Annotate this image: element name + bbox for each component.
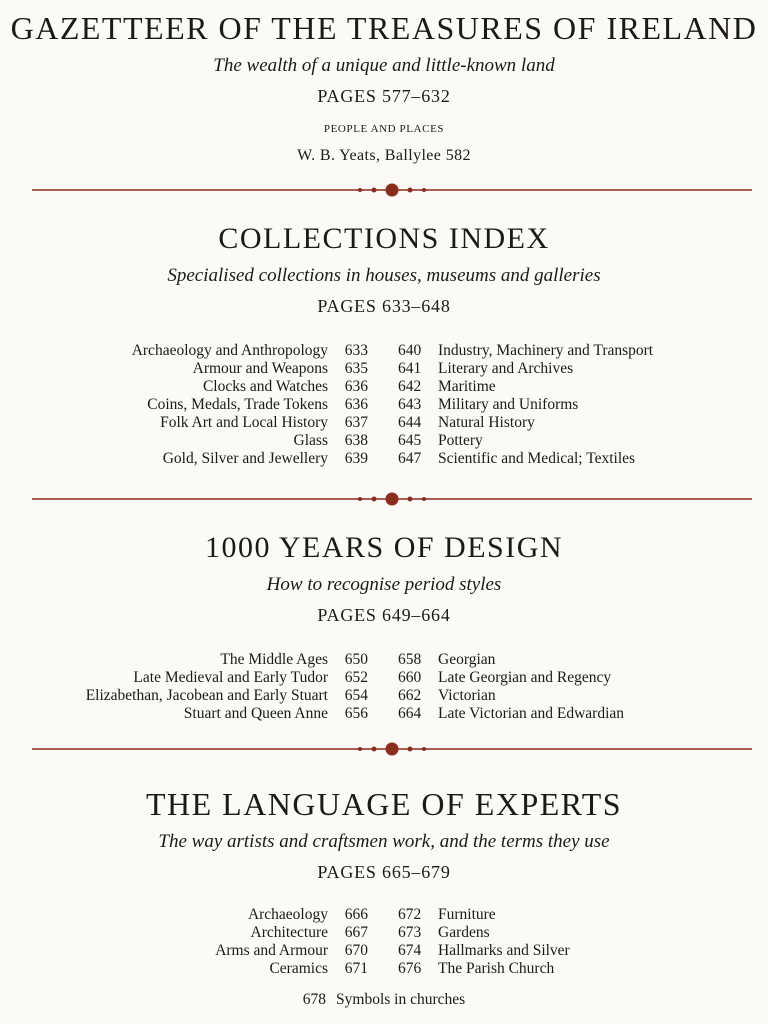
entry-label: Archaeology bbox=[247, 906, 328, 923]
entry-page-number: 635 bbox=[344, 360, 368, 377]
entry-page-number: 660 bbox=[398, 669, 422, 686]
symbols-entry bbox=[0, 991, 768, 1009]
entry-label: Hallmarks and Silver bbox=[438, 942, 570, 959]
collections-pages: PAGES 633–648 bbox=[317, 296, 451, 316]
entry-label: Late Georgian and Regency bbox=[438, 669, 612, 686]
symbols-label: Symbols in churches bbox=[336, 991, 466, 1008]
index-entry bbox=[398, 651, 624, 669]
entry-page-number: 638 bbox=[344, 432, 368, 449]
collections-subtitle: Specialised collections in houses, museums and galleries bbox=[167, 265, 601, 286]
index-entry bbox=[132, 414, 368, 432]
index-entry bbox=[398, 396, 653, 414]
entry-label: Natural History bbox=[438, 414, 535, 431]
entry-label: Armour and Weapons bbox=[192, 360, 328, 377]
entry-page-number: 673 bbox=[398, 924, 422, 941]
index-entry bbox=[215, 960, 368, 978]
entry-page-number: 633 bbox=[344, 342, 368, 359]
entry-page-number: 636 bbox=[344, 396, 368, 413]
index-entry bbox=[398, 960, 570, 978]
index-entry bbox=[215, 906, 368, 924]
entry-label: Maritime bbox=[438, 378, 496, 395]
people-places-heading: PEOPLE AND PLACES bbox=[323, 123, 445, 135]
entry-page-number: 644 bbox=[398, 414, 422, 431]
ornamental-divider-3 bbox=[32, 742, 752, 756]
entry-label: Archaeology and Anthropology bbox=[131, 342, 328, 359]
entry-label: Arms and Armour bbox=[215, 942, 328, 959]
entry-page-number: 647 bbox=[398, 450, 422, 467]
index-entry bbox=[86, 669, 368, 687]
index-entry bbox=[398, 906, 570, 924]
entry-label: Coins, Medals, Trade Tokens bbox=[147, 396, 328, 413]
index-entry bbox=[215, 942, 368, 960]
entry-page-number: 672 bbox=[398, 906, 422, 923]
index-entry bbox=[132, 396, 368, 414]
entry-page-number: 642 bbox=[398, 378, 422, 395]
experts-pages: PAGES 665–679 bbox=[317, 862, 451, 882]
entry-label: Stuart and Queen Anne bbox=[183, 705, 328, 722]
index-entry bbox=[132, 342, 368, 360]
entry-label: Folk Art and Local History bbox=[160, 414, 328, 431]
entry-label: The Parish Church bbox=[438, 960, 555, 977]
entry-label: Military and Uniforms bbox=[438, 396, 579, 413]
entry-page-number: 674 bbox=[398, 942, 422, 959]
yeats-entry: W. B. Yeats, Ballylee 582 bbox=[297, 147, 471, 164]
ornamental-divider-2 bbox=[32, 492, 752, 506]
index-entry bbox=[398, 432, 653, 450]
entry-label: Clocks and Watches bbox=[202, 378, 328, 395]
experts-subtitle: The way artists and craftsmen work, and the terms they use bbox=[158, 831, 610, 852]
entry-page-number: 645 bbox=[398, 432, 422, 449]
entry-page-number: 670 bbox=[344, 942, 368, 959]
entry-page-number: 643 bbox=[398, 396, 422, 413]
index-entry bbox=[132, 432, 368, 450]
entry-label: Literary and Archives bbox=[438, 360, 574, 377]
entry-page-number: 654 bbox=[344, 687, 368, 704]
entry-page-number: 656 bbox=[344, 705, 368, 722]
gazetteer-pages: PAGES 577–632 bbox=[317, 86, 451, 106]
index-entry bbox=[398, 687, 624, 705]
index-entry bbox=[398, 414, 653, 432]
experts-section bbox=[0, 788, 768, 881]
gazetteer-title: GAZETTEER OF THE TREASURES OF IRELAND bbox=[10, 10, 758, 46]
gazetteer-section bbox=[0, 12, 768, 165]
entry-label: Victorian bbox=[438, 687, 496, 704]
entry-label: Gold, Silver and Jewellery bbox=[162, 450, 328, 467]
entry-page-number: 667 bbox=[344, 924, 368, 941]
entry-label: The Middle Ages bbox=[220, 651, 328, 668]
index-entry bbox=[398, 924, 570, 942]
ornamental-divider-1 bbox=[32, 183, 752, 197]
index-entry bbox=[132, 360, 368, 378]
entry-page-number: 640 bbox=[398, 342, 422, 359]
experts-title: THE LANGUAGE OF EXPERTS bbox=[145, 786, 623, 822]
entry-label: Elizabethan, Jacobean and Early Stuart bbox=[85, 687, 328, 704]
index-entry bbox=[86, 687, 368, 705]
entry-label: Architecture bbox=[250, 924, 328, 941]
index-entry bbox=[86, 705, 368, 723]
index-entry bbox=[398, 942, 570, 960]
entry-label: Late Victorian and Edwardian bbox=[438, 705, 624, 722]
index-entry bbox=[215, 924, 368, 942]
entry-label: Scientific and Medical; Textiles bbox=[438, 450, 636, 467]
entry-label: Ceramics bbox=[269, 960, 328, 977]
design-section bbox=[0, 533, 768, 624]
index-entry bbox=[398, 342, 653, 360]
symbols-page: 678 bbox=[302, 991, 327, 1008]
entry-label: Glass bbox=[293, 432, 328, 449]
entry-page-number: 658 bbox=[398, 651, 422, 668]
design-subtitle: How to recognise period styles bbox=[266, 574, 502, 595]
index-entry bbox=[398, 360, 653, 378]
index-entry bbox=[132, 450, 368, 468]
design-title: 1000 YEARS OF DESIGN bbox=[204, 531, 564, 564]
entry-page-number: 664 bbox=[398, 705, 422, 722]
index-entry bbox=[398, 705, 624, 723]
entry-label: Industry, Machinery and Transport bbox=[438, 342, 654, 359]
entry-page-number: 637 bbox=[344, 414, 368, 431]
entry-label: Georgian bbox=[438, 651, 496, 668]
entry-page-number: 652 bbox=[344, 669, 368, 686]
entry-label: Gardens bbox=[438, 924, 490, 941]
entry-page-number: 641 bbox=[398, 360, 422, 377]
entry-page-number: 676 bbox=[398, 960, 422, 977]
entry-page-number: 639 bbox=[344, 450, 368, 467]
entry-page-number: 666 bbox=[344, 906, 368, 923]
collections-title: COLLECTIONS INDEX bbox=[218, 222, 550, 255]
entry-label: Furniture bbox=[438, 906, 496, 923]
gazetteer-subtitle: The wealth of a unique and little-known land bbox=[213, 55, 555, 76]
design-pages: PAGES 649–664 bbox=[317, 605, 451, 625]
entry-page-number: 671 bbox=[344, 960, 368, 977]
index-entry bbox=[86, 651, 368, 669]
index-entry bbox=[398, 378, 653, 396]
index-entry bbox=[398, 669, 624, 687]
entry-page-number: 662 bbox=[398, 687, 422, 704]
index-entry bbox=[398, 450, 653, 468]
entry-label: Late Medieval and Early Tudor bbox=[133, 669, 328, 686]
entry-label: Pottery bbox=[438, 432, 483, 449]
collections-section bbox=[0, 224, 768, 315]
entry-page-number: 636 bbox=[344, 378, 368, 395]
index-entry bbox=[132, 378, 368, 396]
entry-page-number: 650 bbox=[344, 651, 368, 668]
